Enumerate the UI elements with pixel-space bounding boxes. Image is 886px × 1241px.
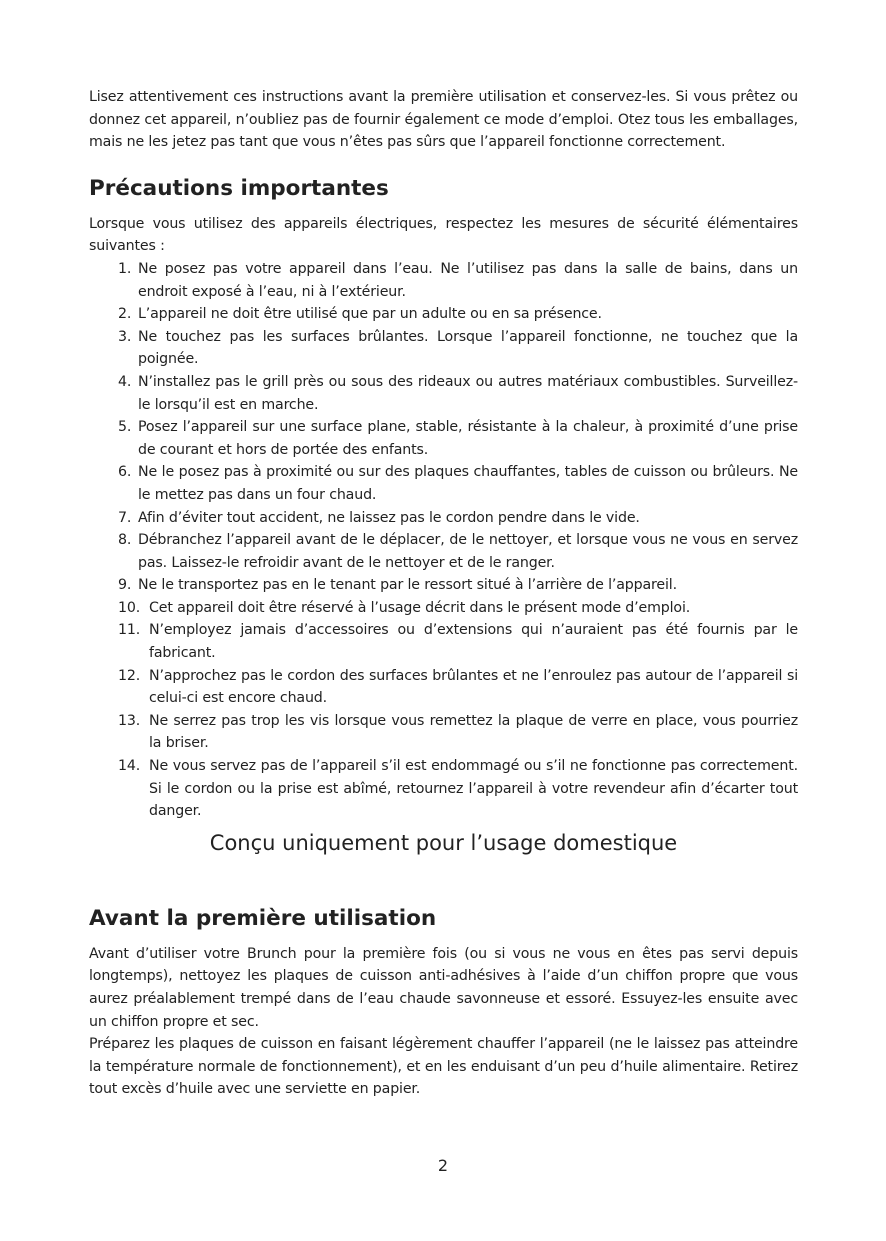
list-item (89, 619, 798, 664)
section-title-precautions: Précautions importantes (89, 175, 389, 201)
list-item-text: Débranchez l’appareil avant de le déplacer, de le nettoyer, et lorsque vous ne vous en servez pas. Laissez-le refroidir avant de le nettoyer et de le ranger. (138, 532, 798, 571)
list-item-number: 14. (118, 758, 141, 775)
list-item-number: 2. (118, 306, 132, 323)
list-item-number: 11. (118, 622, 141, 639)
list-item (89, 258, 798, 303)
list-item-number: 8. (118, 532, 132, 549)
precautions-lead: Lorsque vous utilisez des appareils électriques, respectez les mesures de sécurité élémentaires suivantes : (89, 215, 798, 255)
list-item-text: Ne le transportez pas en le tenant par le ressort situé à l’arrière de l’appareil. (138, 577, 677, 594)
list-item-text: Cet appareil doit être réservé à l’usage décrit dans le présent mode d’emploi. (149, 599, 691, 616)
list-item-text: Ne serrez pas trop les vis lorsque vous remettez la plaque de verre en place, vous pourriez la briser. (149, 712, 798, 752)
list-item-number: 12. (118, 667, 141, 684)
list-item-number: 3. (118, 328, 132, 345)
list-item-text: Ne touchez pas les surfaces brûlantes. Lorsque l’appareil fonctionne, ne touchez que la poignée. (138, 328, 798, 368)
list-item-number: 7. (118, 509, 132, 526)
section-title-first-use: Avant la première utilisation (89, 905, 437, 931)
list-item-text: Ne posez pas votre appareil dans l’eau. Ne l’utilisez pas dans la salle de bains, dans un endroit exposé à l’eau, ni à l’extérieur. (138, 260, 798, 300)
list-item (89, 529, 798, 574)
list-item (89, 665, 798, 710)
list-item-text: N’installez pas le grill près ou sous des rideaux ou autres matériaux combustibles. Surveillez-le lorsqu’il est en marche. (138, 373, 798, 413)
first-use-paragraph-1: Avant d’utiliser votre Brunch pour la première fois (ou si vous ne vous en êtes pas servi depuis longtemps), nettoyez les plaques de cuisson anti-adhésives à l’aide d’un chiffon propre que vous aurez préalablement trempé dans de l’eau chaude savonneuse et essoré. Essuyez-les ensuite avec un chiffon propre et sec. (89, 945, 798, 1030)
list-item (89, 710, 798, 755)
list-item-number: 9. (118, 577, 132, 594)
list-item-text: N’approchez pas le cordon des surfaces brûlantes et ne l’enroulez pas autour de l’appareil si celui-ci est encore chaud. (149, 667, 798, 707)
precautions-list (89, 258, 798, 823)
list-item (89, 416, 798, 461)
intro-paragraph: Lisez attentivement ces instructions avant la première utilisation et conservez-les. Si vous prêtez ou donnez cet appareil, n’oubliez pas de fournir également ce mode d’emploi. Otez tous les emballages, mais ne les jetez pas tant que vous n’êtes pas sûrs que l’appareil fonctionne correctement. (89, 89, 798, 151)
list-item (89, 574, 798, 597)
list-item-number: 6. (118, 464, 132, 481)
first-use-paragraph-2: Préparez les plaques de cuisson en faisant légèrement chauffer l’appareil (ne le laissez pas atteindre la température normale de fonctionnement), et en les enduisant d’un peu d’huile alimentaire. Retirez tout excès d’huile avec une serviette en papier. (89, 1036, 798, 1098)
list-item-text: Ne le posez pas à proximité ou sur des plaques chauffantes, tables de cuisson ou brûleurs. Ne le mettez pas dans un four chaud. (138, 464, 798, 503)
list-item-text: L’appareil ne doit être utilisé que par un adulte ou en sa présence. (138, 306, 602, 323)
domestic-use-notice: Conçu uniquement pour l’usage domestique (209, 830, 678, 855)
list-item-text: Posez l’appareil sur une surface plane, stable, résistante à la chaleur, à proximité d’une prise de courant et hors de portée des enfants. (138, 419, 798, 458)
list-item (89, 755, 798, 823)
list-item (89, 507, 798, 530)
list-item (89, 371, 798, 416)
list-item-number: 4. (118, 373, 132, 390)
list-item (89, 326, 798, 371)
document-page (89, 86, 798, 1101)
list-item-number: 13. (118, 712, 141, 729)
list-item (89, 597, 798, 620)
list-item (89, 461, 798, 506)
list-item-number: 5. (118, 419, 132, 436)
list-item (89, 303, 798, 326)
list-item-number: 10. (118, 599, 141, 616)
list-item-number: 1. (118, 260, 132, 277)
list-item-text: Afin d’éviter tout accident, ne laissez pas le cordon pendre dans le vide. (138, 509, 640, 526)
list-item-text: Ne vous servez pas de l’appareil s’il est endommagé ou s’il ne fonctionne pas correctement. Si le cordon ou la prise est abîmé, retournez l’appareil à votre revendeur afin d’écarter tout danger. (149, 758, 798, 820)
list-item-text: N’employez jamais d’accessoires ou d’extensions qui n’auraient pas été fournis par le fabricant. (149, 622, 798, 662)
page-number: 2 (437, 1156, 449, 1175)
